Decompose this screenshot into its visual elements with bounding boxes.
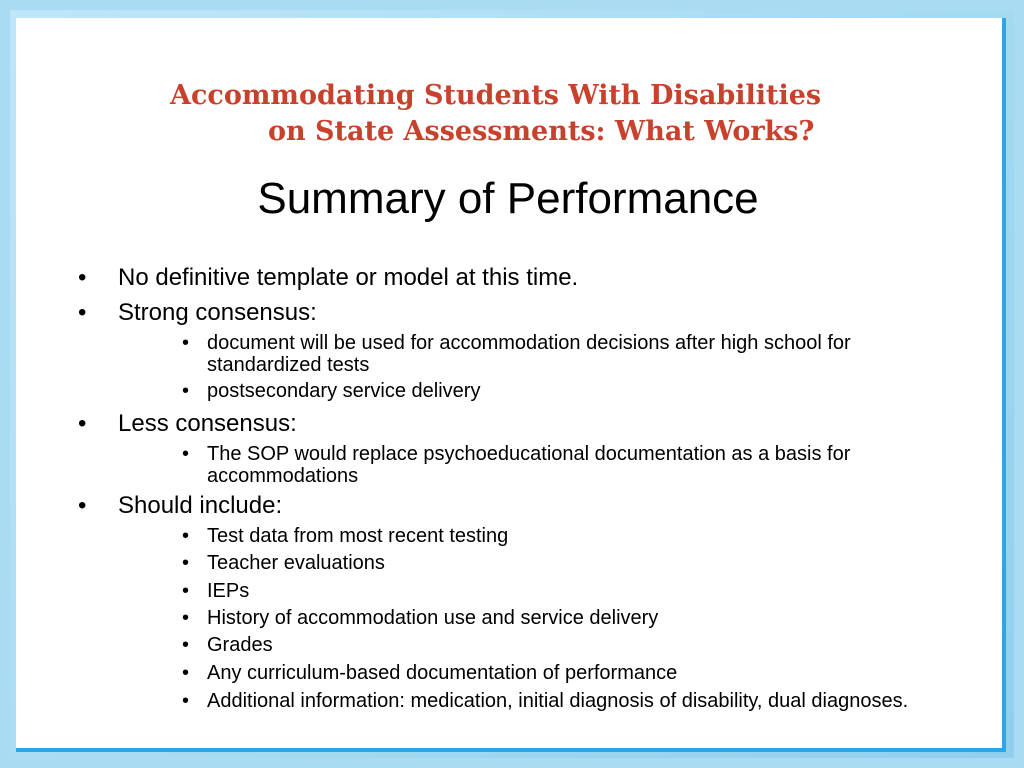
sub-bullet-item xyxy=(182,443,942,487)
sub-bullet-text: Test data from most recent testing xyxy=(207,525,509,547)
sub-bullet-item xyxy=(182,634,942,656)
sub-bullet-text: Grades xyxy=(207,634,273,656)
sub-bullet-marker: • xyxy=(182,552,190,574)
sub-bullet-text: History of accommodation use and service delivery xyxy=(207,607,659,629)
logo-line-1: Accommodating Students With Disabilities xyxy=(170,80,822,111)
sub-bullet-text: Any curriculum-based documentation of performance xyxy=(207,662,678,684)
sub-bullet-item xyxy=(182,332,942,376)
sub-bullet-item xyxy=(182,525,942,547)
slide-title: Summary of Performance xyxy=(257,174,759,223)
bullet-text: Should include: xyxy=(118,492,283,519)
sub-bullet-marker: • xyxy=(182,443,190,465)
sub-bullet-text: document will be used for accommodation decisions after high school for standardized tests xyxy=(207,332,851,376)
sub-bullet-item xyxy=(182,690,942,712)
sub-bullet-item xyxy=(182,580,942,602)
bullet-marker: • xyxy=(78,492,87,519)
sub-bullet-marker: • xyxy=(182,332,190,354)
sub-bullet-marker: • xyxy=(182,662,190,684)
sub-bullet-text: postsecondary service delivery xyxy=(207,380,481,402)
sub-bullet-marker: • xyxy=(182,634,190,656)
sub-bullet-text: Teacher evaluations xyxy=(207,552,385,574)
bullet-marker: • xyxy=(78,410,87,437)
sub-bullet-marker: • xyxy=(182,580,190,602)
logo-line-2: on State Assessments: What Works? xyxy=(268,116,815,147)
bullet-marker: • xyxy=(78,264,87,291)
bullet-text: Strong consensus: xyxy=(118,299,317,326)
bullet-text: Less consensus: xyxy=(118,410,297,437)
bullet-marker: • xyxy=(78,299,87,326)
sub-bullet-item xyxy=(182,380,942,402)
sub-bullet-marker: • xyxy=(182,607,190,629)
sub-bullet-item xyxy=(182,662,942,684)
sub-bullet-text: The SOP would replace psychoeducational documentation as a basis for accommodations xyxy=(207,443,851,487)
sub-bullet-marker: • xyxy=(182,690,190,712)
bullet-text: No definitive template or model at this time. xyxy=(118,264,579,291)
sub-bullet-item xyxy=(182,552,942,574)
sub-bullet-item xyxy=(182,607,942,629)
sub-bullet-marker: • xyxy=(182,525,190,547)
sub-bullet-text: Additional information: medication, initial diagnosis of disability, dual diagnoses. xyxy=(207,690,909,712)
sub-bullet-marker: • xyxy=(182,380,190,402)
sub-bullet-text: IEPs xyxy=(207,580,250,602)
